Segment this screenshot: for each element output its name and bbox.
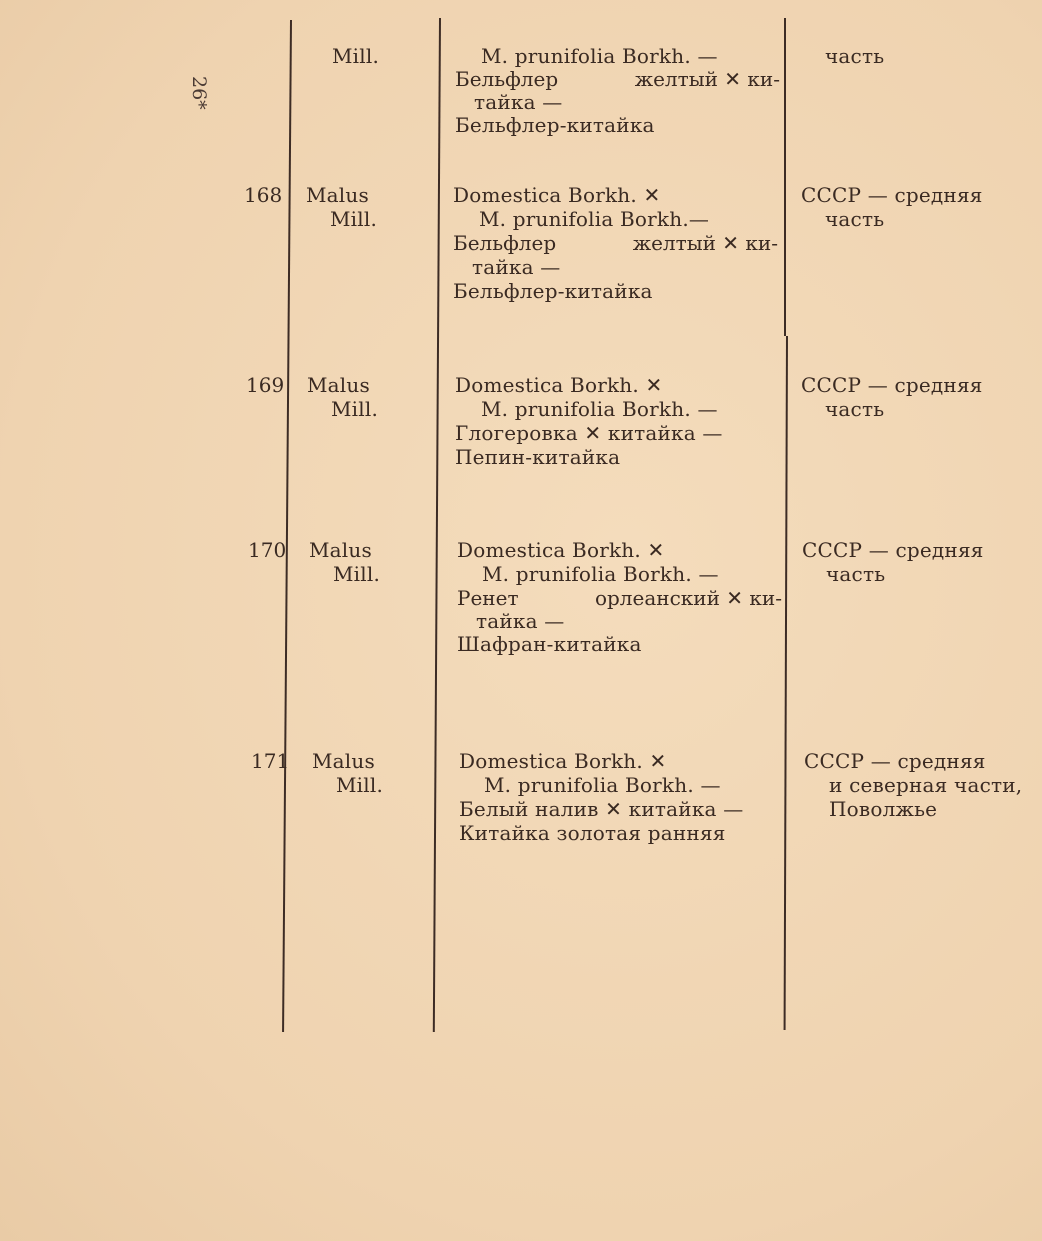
cross-word: орлеанский ✕ ки- <box>594 586 782 610</box>
cross-line: M. prunifolia Borkh.— <box>479 207 710 231</box>
column-rule-2 <box>433 18 441 1032</box>
cross-line: тайка — <box>472 255 561 279</box>
cross-line: Бельфлер-китайка <box>453 279 653 303</box>
genus-author: Mill. <box>330 207 378 231</box>
cross-line: Китайка золотая ранняя <box>459 821 726 845</box>
cross-line: M. prunifolia Borkh. — <box>484 773 721 797</box>
cross-line: Глогеровка ✕ китайка — <box>455 421 723 445</box>
genus-suffix-top: Mill. <box>332 44 380 68</box>
cross-line: тайка — <box>476 609 565 633</box>
region-line: часть <box>826 562 886 586</box>
region-line: часть <box>825 44 885 68</box>
column-rule-3b <box>784 336 788 1030</box>
region-line: часть <box>825 397 885 421</box>
cross-line-justified <box>455 67 780 91</box>
cross-line: Шафран-китайка <box>457 632 642 656</box>
cross-line: Domestica Borkh. ✕ <box>455 373 663 397</box>
cross-word: Бельфлер <box>455 67 559 91</box>
genus-name: Malus <box>312 749 375 773</box>
region-line: Поволжье <box>829 797 938 821</box>
region-line: часть <box>825 207 885 231</box>
cross-line: Белый налив ✕ китайка — <box>459 797 744 821</box>
column-rule-1 <box>282 20 292 1032</box>
row-number: 168 <box>244 183 283 207</box>
cross-word: желтый ✕ ки- <box>632 231 778 255</box>
cross-word: желтый ✕ ки- <box>634 67 780 91</box>
genus-name: Malus <box>306 183 369 207</box>
region-line: СССР — средняя <box>801 183 983 207</box>
row-number: 171 <box>251 749 290 773</box>
cross-line: M. prunifolia Borkh. — <box>481 44 718 68</box>
column-rule-3 <box>784 18 786 336</box>
cross-word: Ренет <box>457 586 519 610</box>
cross-line: тайка — <box>474 90 563 114</box>
genus-author: Mill. <box>333 562 381 586</box>
cross-line-justified <box>453 231 778 255</box>
cross-line: M. prunifolia Borkh. — <box>482 562 719 586</box>
region-line: СССР — средняя <box>804 749 986 773</box>
row-number: 169 <box>246 373 285 397</box>
cross-word: Бельфлер <box>453 231 557 255</box>
cross-line: Domestica Borkh. ✕ <box>457 538 665 562</box>
page-signature: 26* <box>188 76 210 110</box>
cross-line: M. prunifolia Borkh. — <box>481 397 718 421</box>
genus-name: Malus <box>309 538 372 562</box>
genus-name: Malus <box>307 373 370 397</box>
cross-line: Бельфлер-китайка <box>455 113 655 137</box>
region-line: СССР — средняя <box>802 538 984 562</box>
cross-line: Domestica Borkh. ✕ <box>459 749 667 773</box>
cross-line: Пепин-китайка <box>455 445 621 469</box>
region-line: и северная части, <box>829 773 1023 797</box>
genus-author: Mill. <box>331 397 379 421</box>
row-number: 170 <box>248 538 287 562</box>
cross-line: Domestica Borkh. ✕ <box>453 183 661 207</box>
cross-line-justified <box>457 586 782 610</box>
region-line: СССР — средняя <box>801 373 983 397</box>
genus-author: Mill. <box>336 773 384 797</box>
